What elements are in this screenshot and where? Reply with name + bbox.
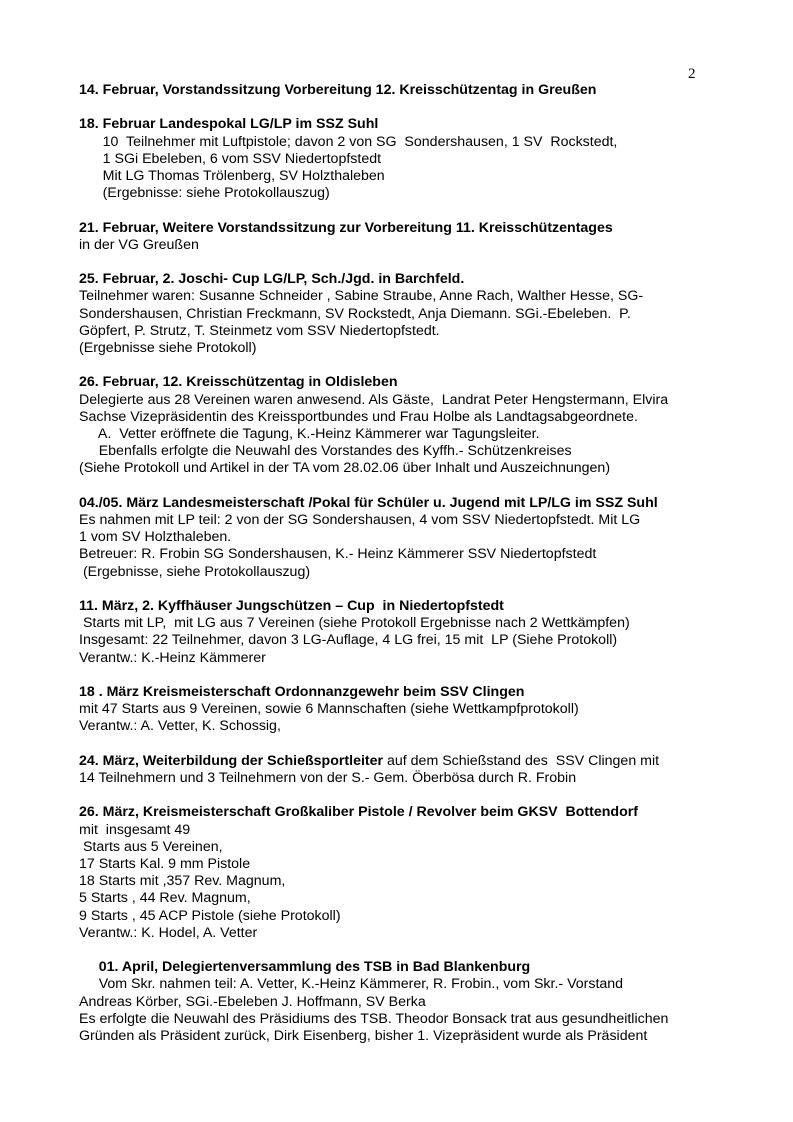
bold-text: 25. Februar, 2. Joschi- Cup LG/LP, Sch./Jgd. in Barchfeld. <box>79 271 465 288</box>
entry-text-line <box>79 168 779 185</box>
bold-text: 04./05. März Landesmeisterschaft /Pokal für Schüler u. Jugend mit LP/LG im SSZ Suhl <box>79 494 658 511</box>
entry-text-line <box>79 185 779 202</box>
document-entry <box>79 220 779 254</box>
entry-text-line <box>79 1028 779 1045</box>
entry-text-line <box>79 873 779 890</box>
bold-text: 14. Februar, Vorstandssitzung Vorbereitung 12. Kreisschützentag in Greußen <box>79 82 597 98</box>
body-text: Delegierte aus 28 Vereinen waren anwesend. Als Gäste, Landrat Peter Hengstermann, Elvira <box>79 391 669 408</box>
body-text: Gründen als Präsident zurück, Dirk Eisenberg, bisher 1. Vizepräsident wurde als Präsident <box>79 1028 648 1045</box>
body-text: auf dem Schießstand des SSV Clingen mit <box>383 752 660 769</box>
bold-text: 11. März, 2. Kyffhäuser Jungschützen – Cup in Niedertopfstedt <box>79 598 504 614</box>
body-text: 1 SGi Ebeleben, 6 vom SSV Niedertopfstedt <box>79 150 382 167</box>
entry-text-line <box>79 409 779 426</box>
document-entry <box>79 753 779 787</box>
entry-text-line <box>79 460 779 477</box>
bold-text: 18 . März Kreismeisterschaft Ordonnanzgewehr beim SSV Clingen <box>79 684 525 700</box>
entry-text-line <box>79 890 779 907</box>
body-text: Mit LG Thomas Trölenberg, SV Holzthaleben <box>79 168 385 184</box>
body-text: Es erfolgte die Neuwahl des Präsidiums des TSB. Theodor Bonsack trat aus gesundheitlichen <box>79 1010 669 1027</box>
bold-text: 24. März, Weiterbildung der Schießsportleiter <box>79 752 384 769</box>
entry-heading-line <box>79 598 779 615</box>
entry-text-line <box>79 839 779 856</box>
entry-text-line <box>79 770 779 787</box>
entry-text-line <box>79 822 779 839</box>
entry-text-line <box>79 392 779 409</box>
body-text: A. Vetter eröffnete die Tagung, K.-Heinz Kämmerer war Tagungsleiter. <box>79 426 540 442</box>
body-text: Insgesamt: 22 Teilnehmer, davon 3 LG-Auflage, 4 LG frei, 15 mit LP (Siehe Protokoll) <box>79 632 618 649</box>
body-text: (Ergebnisse siehe Protokoll) <box>79 340 257 356</box>
entry-heading-line <box>79 753 779 770</box>
entry-heading-line <box>79 271 779 288</box>
entry-text-line <box>79 323 779 340</box>
bold-text: 21. Februar, Weitere Vorstandssitzung zur Vorbereitung 11. Kreisschützentages <box>79 219 613 236</box>
entry-text-line <box>79 615 779 632</box>
entry-text-line <box>79 426 779 443</box>
entry-text-line <box>79 976 779 993</box>
body-text: Vom Skr. nahmen teil: A. Vetter, K.-Heinz Kämmerer, R. Frobin., vom Skr.- Vorstand <box>79 976 624 993</box>
body-text: Göpfert, P. Strutz, T. Steinmetz vom SSV Niedertopfstedt. <box>79 322 440 339</box>
bold-text: 01. April, Delegiertenversammlung des TSB in Bad Blankenburg <box>79 959 531 976</box>
document-entry <box>79 598 779 667</box>
body-text: Ebenfalls erfolgte die Neuwahl des Vorstandes des Kyffh.- Schützenkreises <box>79 443 572 460</box>
body-text: Verantw.: A. Vetter, K. Schossig, <box>79 718 281 735</box>
document-body <box>79 82 779 1062</box>
body-text: 1 vom SV Holzthaleben. <box>79 529 232 546</box>
bold-text: 26. Februar, 12. Kreisschützentag in Oldisleben <box>79 374 398 391</box>
entry-text-line <box>79 718 779 735</box>
body-text: Betreuer: R. Frobin SG Sondershausen, K.- Heinz Kämmerer SSV Niedertopfstedt <box>79 546 597 563</box>
bold-text: 18. Februar Landespokal LG/LP im SSZ Suhl <box>79 116 379 133</box>
entry-heading-line <box>79 959 779 976</box>
bold-text: 26. März, Kreismeisterschaft Großkaliber Pistole / Revolver beim GKSV Bottendorf <box>79 804 638 821</box>
document-entry <box>79 374 779 477</box>
body-text: mit 47 Starts aus 9 Vereinen, sowie 6 Mannschaften (siehe Wettkampfprotokoll) <box>79 701 579 718</box>
entry-heading-line <box>79 82 779 99</box>
entry-text-line <box>79 306 779 323</box>
body-text: 14 Teilnehmern und 3 Teilnehmern von der S.- Gem. Öberbösa durch R. Frobin <box>79 770 577 786</box>
document-entry <box>79 271 779 357</box>
document-entry <box>79 116 779 202</box>
entry-text-line <box>79 529 779 546</box>
document-entry <box>79 684 779 736</box>
entry-text-line <box>79 443 779 460</box>
entry-text-line <box>79 564 779 581</box>
body-text: Es nahmen mit LP teil: 2 von der SG Sondershausen, 4 vom SSV Niedertopfstedt. Mit LG <box>79 512 641 528</box>
entry-heading-line <box>79 495 779 512</box>
body-text: (Ergebnisse, siehe Protokollauszug) <box>79 563 311 580</box>
entry-text-line <box>79 1011 779 1028</box>
body-text: Starts aus 5 Vereinen, <box>79 838 223 855</box>
entry-text-line <box>79 134 779 151</box>
body-text: mit insgesamt 49 <box>79 821 191 838</box>
body-text: Starts mit LP, mit LG aus 7 Vereinen (siehe Protokoll Ergebnisse nach 2 Wettkämpfen) <box>79 615 630 632</box>
document-entry <box>79 804 779 942</box>
document-entry <box>79 495 779 581</box>
body-text: (Ergebnisse: siehe Protokollauszug) <box>79 185 330 202</box>
entry-heading-line <box>79 804 779 821</box>
page-number: 2 <box>688 66 696 82</box>
entry-text-line <box>79 856 779 873</box>
document-entry <box>79 959 779 1045</box>
body-text: 5 Starts , 44 Rev. Magnum, <box>79 890 251 907</box>
entry-text-line <box>79 925 779 942</box>
entry-heading-line <box>79 374 779 391</box>
body-text: Sachse Vizepräsidentin des Kreissportbundes und Frau Holbe als Landtagsabgeordnete. <box>79 408 638 425</box>
document-entry <box>79 82 779 99</box>
body-text: Teilnehmer waren: Susanne Schneider , Sabine Straube, Anne Rach, Walther Hesse, SG- <box>79 288 644 305</box>
body-text: Verantw.: K. Hodel, A. Vetter <box>79 924 258 941</box>
entry-heading-line <box>79 220 779 237</box>
body-text: 9 Starts , 45 ACP Pistole (siehe Protokoll) <box>79 907 341 924</box>
entry-text-line <box>79 701 779 718</box>
entry-text-line <box>79 237 779 254</box>
entry-heading-line <box>79 116 779 133</box>
entry-text-line <box>79 340 779 357</box>
entry-text-line <box>79 546 779 563</box>
body-text: 17 Starts Kal. 9 mm Pistole <box>79 856 251 872</box>
entry-text-line <box>79 512 779 529</box>
entry-text-line <box>79 908 779 925</box>
entry-text-line <box>79 650 779 667</box>
entry-text-line <box>79 994 779 1011</box>
entry-text-line <box>79 151 779 168</box>
body-text: in der VG Greußen <box>79 236 199 253</box>
body-text: Verantw.: K.-Heinz Kämmerer <box>79 649 266 666</box>
entry-text-line <box>79 288 779 305</box>
body-text: 10 Teilnehmer mit Luftpistole; davon 2 von SG Sondershausen, 1 SV Rockstedt, <box>79 133 618 150</box>
entry-heading-line <box>79 684 779 701</box>
body-text: (Siehe Protokoll und Artikel in der TA vom 28.02.06 über Inhalt und Auszeichnungen) <box>79 460 611 477</box>
entry-text-line <box>79 632 779 649</box>
body-text: 18 Starts mit ,357 Rev. Magnum, <box>79 873 286 890</box>
body-text: Sondershausen, Christian Freckmann, SV Rockstedt, Anja Diemann. SGi.-Ebeleben. P. <box>79 305 631 322</box>
body-text: Andreas Körber, SGi.-Ebeleben J. Hoffmann, SV Berka <box>79 993 426 1010</box>
